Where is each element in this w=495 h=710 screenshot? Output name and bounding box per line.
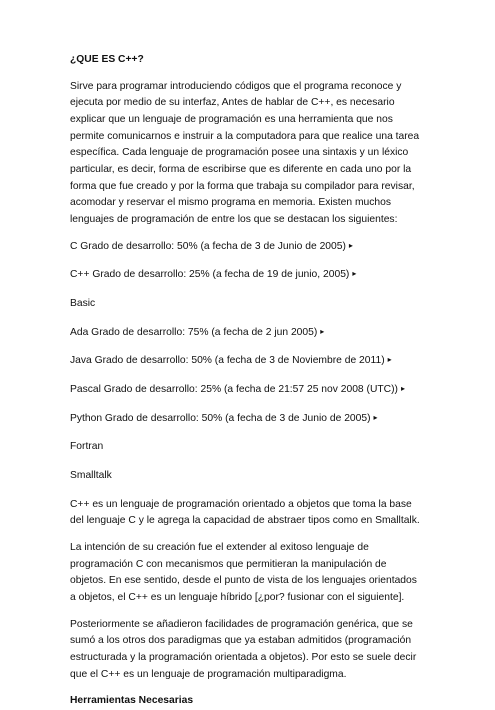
page-title: ¿QUE ES C++? <box>70 54 144 65</box>
list-item-text: Basic <box>70 298 96 310</box>
intro-paragraph: Sirve para programar introduciendo códigos que el programa reconoce y ejecuta por medio de su interfaz, Antes de hablar de C++, es necesario explicar que un lenguaje de programación es una herramienta que nos permite comunicarnos e instruir a la computadora para que realice una tarea específica. Cada lenguaje de programación posee una sintaxis y un léxico particular, es decir, forma de escribirse que es diferente en cada uno por la forma que fue creado y por la forma que trabaja su compilador para revisar, acomodar y reservar el mismo programa en memoria. Existen muchos lenguajes de programación de entre los que se destacan los siguientes: <box>70 80 420 226</box>
list-item <box>70 296 425 313</box>
list-item-text: Smalltalk <box>70 470 112 482</box>
list-item <box>70 239 425 256</box>
body-paragraph: La intención de su creación fue el extender al exitoso lenguaje de programación C con mecanismos que permitieran la manipulación de objetos. En ese sentido, desde el punto de vista de los lenguajes orientados a objetos, el C++ es un lenguaje híbrido [¿por? fusionar con el siguiente]. <box>70 542 417 604</box>
body-paragraph: C++ es un lenguaje de programación orientado a objetos que toma la base del lenguaje C y le agrega la capacidad de abstraer tipos como en Smalltalk. <box>70 498 420 527</box>
triangle-right-icon[interactable]: ▸ <box>387 355 392 365</box>
triangle-right-icon[interactable]: ▸ <box>352 269 357 279</box>
triangle-right-icon[interactable]: ▸ <box>400 384 405 394</box>
triangle-right-icon[interactable]: ▸ <box>373 412 378 422</box>
list-item-text: C++ Grado de desarrollo: 25% (a fecha de 19 de junio, 2005) <box>70 269 350 281</box>
list-item-text: Pascal Grado de desarrollo: 25% (a fecha de 21:57 25 nov 2008 (UTC)) <box>70 384 398 396</box>
triangle-right-icon[interactable]: ▸ <box>320 326 325 336</box>
triangle-right-icon[interactable]: ▸ <box>348 240 353 250</box>
list-item <box>70 353 425 370</box>
body-paragraph: Posteriormente se añadieron facilidades de programación genérica, que se sumó a los otros dos paradigmas que ya estaban admitidos (programación estructurada y la programación orientada a objetos). Por esto se suele decir que el C++ es un lenguaje de programación multiparadigma. <box>70 618 417 680</box>
list-item <box>70 267 425 284</box>
list-item <box>70 439 425 456</box>
list-item-text: C Grado de desarrollo: 50% (a fecha de 3 de Junio de 2005) <box>70 240 346 252</box>
list-item-text: Python Grado de desarrollo: 50% (a fecha de 3 de Junio de 2005) <box>70 412 371 424</box>
list-item <box>70 411 425 428</box>
list-item-text: Fortran <box>70 441 104 453</box>
list-item <box>70 325 425 342</box>
section-heading: Herramientas Necesarias <box>70 695 194 707</box>
list-item <box>70 468 425 485</box>
list-item-text: Java Grado de desarrollo: 50% (a fecha de 3 de Noviembre de 2011) <box>70 355 385 367</box>
list-item-text: Ada Grado de desarrollo: 75% (a fecha de 2 jun 2005) <box>70 326 318 338</box>
list-item <box>70 382 425 399</box>
